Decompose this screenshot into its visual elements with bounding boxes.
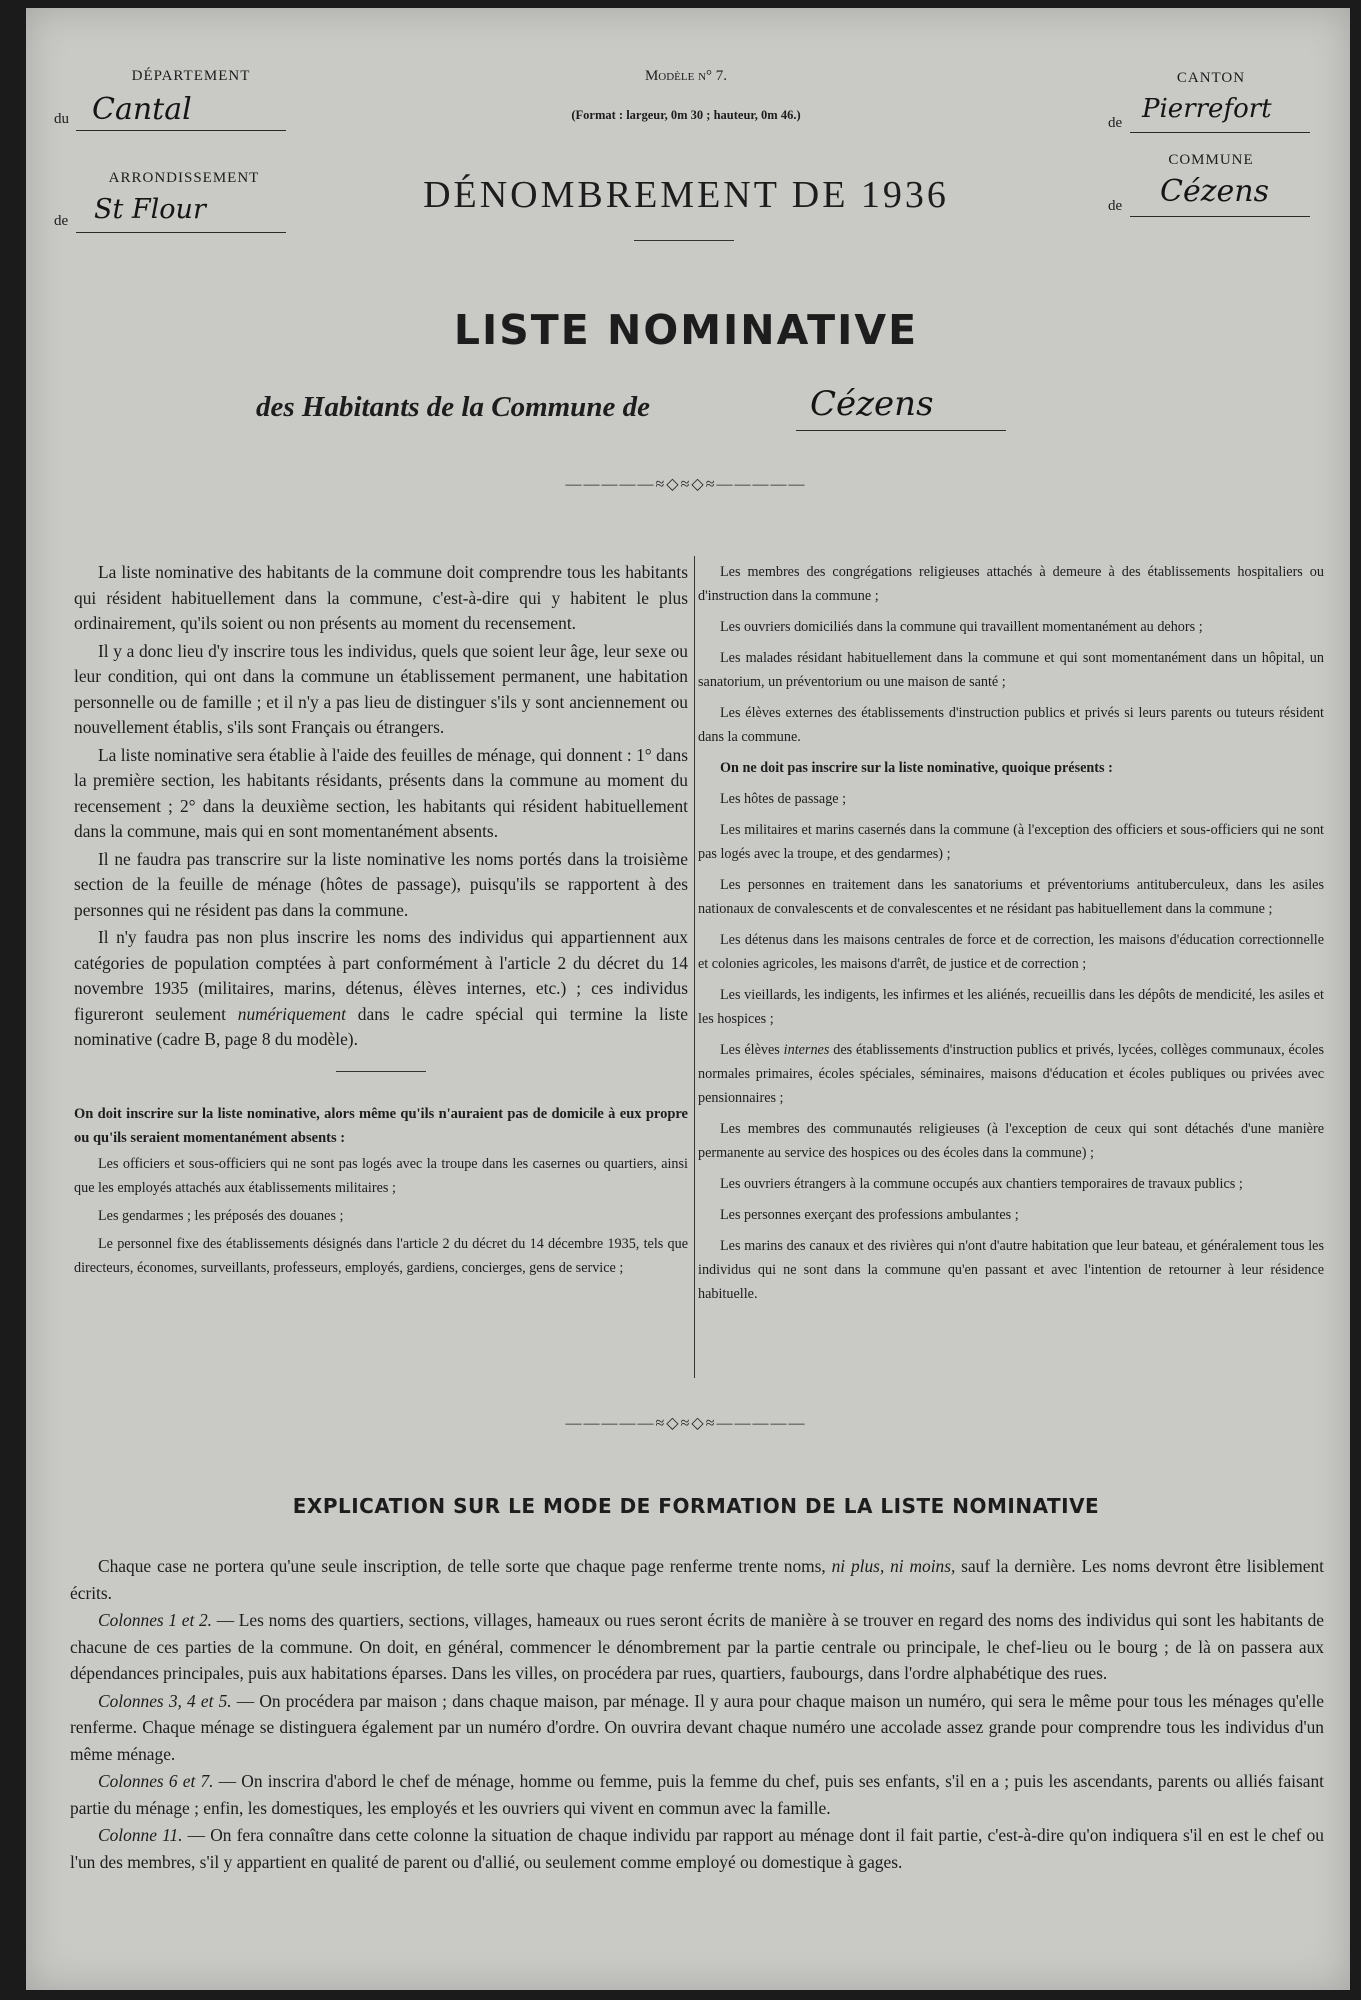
explication-5-text: — On fera connaître dans cette colonne la situation de chaque individu par rapport au ménage dont il fait partie, c'est-à-dire qu'on indiquera s'il en est le chef ou l'un des membres, s'il y appartient en qualité de parent ou d'allié, ou seulement comme employé ou domestique à gages. <box>70 1825 1324 1872</box>
title-rule <box>634 240 734 241</box>
habitants-line: des Habitants de la Commune de <box>256 391 650 423</box>
left-paragraph-5 <box>74 925 688 1053</box>
commune-label: COMMUNE <box>1168 152 1254 168</box>
commune-field <box>1130 174 1310 217</box>
right-bold-intro: On ne doit pas inscrire sur la liste nominative, quoique présents : <box>720 760 1113 776</box>
explication-1-emphasis: ni plus, ni moins, <box>831 1556 956 1576</box>
right-item-8: Les détenus dans les maisons centrales de force et de correction, les maisons d'éducation correctionnelle et colonies agricoles, les maisons d'arrêt, de justice et de correction ; <box>698 932 1324 972</box>
ornament-divider-2: —————≈◇≈◇≈————— <box>565 1415 807 1432</box>
commune-prefix: de <box>1108 198 1123 214</box>
left-column-rule <box>336 1071 426 1072</box>
right-item-3: Les malades résidant habituellement dans la commune et qui sont momentanément dans un hôpital, un sanatorium, un préventorium ou une maison de santé ; <box>698 650 1324 690</box>
left-paragraph-2: Il y a donc lieu d'y inscrire tous les individus, quels que soient leur âge, leur sexe ou leur condition, qui ont dans la commune un établissement permanent, une habitation personnelle ou de famille ; et il n'y a pas lieu de distinguer s'ils y sont anciennement ou nouvellement établis, s'ils sont Français ou étrangers. <box>74 640 688 737</box>
colonnes-3-4-5-label: Colonnes 3, 4 et 5. <box>98 1690 232 1711</box>
departement-prefix: du <box>54 111 69 127</box>
census-form-page <box>26 8 1350 1990</box>
arrondissement-field <box>76 194 286 233</box>
column-divider <box>694 556 695 1378</box>
arrondissement-prefix: de <box>54 213 69 229</box>
left-item-2: Les gendarmes ; les préposés des douanes ; <box>98 1207 344 1224</box>
colonne-11-label: Colonne 11. <box>98 1825 183 1845</box>
explication-paragraph-5 <box>70 1822 1324 1875</box>
left-paragraph-4: Il ne faudra pas transcrire sur la liste nominative les noms portés dans la troisième section de la feuille de ménage (hôtes de passage), puisqu'ils se rapportent à des personnes qui ne résident pas dans la commune. <box>74 848 688 920</box>
explication-paragraph-4 <box>70 1768 1324 1821</box>
commune-value: Cézens <box>1160 174 1269 209</box>
right-item-10b: des établissements d'instruction publics et privés, lycées, collèges communaux, écoles normales primaires, écoles spéciales, séminaires, maisons d'éducation et écoles publiques ou privées avec pensionnaires ; <box>698 1042 1324 1106</box>
arrondissement-label: ARRONDISSEMENT <box>108 170 260 186</box>
left-paragraph-3: La liste nominative sera établie à l'aide des feuilles de ménage, qui donnent : 1° dans la première section, les habitants résidants, présents dans la commune au moment du recensement ; 2° dans la deuxième section, les habitants qui résident habituellement dans la commune, mais qui en sont momentanément absents. <box>74 744 688 841</box>
habitants-commune-field <box>796 378 1006 431</box>
left-item-1: Les officiers et sous-officiers qui ne sont pas logés avec la troupe dans les casernes ou quartiers, ainsi que les employés attachés aux établissements militaires ; <box>74 1155 688 1196</box>
subtitle: LISTE NOMINATIVE <box>453 306 919 354</box>
page-title: DÉNOMBREMENT DE 1936 <box>423 174 949 216</box>
right-item-5: Les hôtes de passage ; <box>720 791 847 807</box>
explication-body <box>70 1553 1324 1876</box>
right-item-2: Les ouvriers domiciliés dans la commune qui travaillent momentanément au dehors ; <box>720 619 1203 635</box>
right-item-14: Les marins des canaux et des rivières qui n'ont d'autre habitation que leur bateau, et généralement tous les individus qui ne sont dans la commune qu'en passant et avec l'intention de retourner à leur résidence habituelle. <box>698 1238 1324 1302</box>
right-item-10-emphasis: internes <box>783 1042 830 1058</box>
right-item-4: Les élèves externes des établissements d'instruction publics et privés si leurs parents ou tuteurs résident dans la commune. <box>698 705 1324 745</box>
right-item-11: Les membres des communautés religieuses (à l'exception de ceux qui sont détachés d'une manière permanente au service des hospices ou des écoles dans la commune) ; <box>698 1121 1324 1161</box>
colonnes-6-7-label: Colonnes 6 et 7. <box>98 1771 214 1791</box>
explication-3-text: — On procédera par maison ; dans chaque maison, par ménage. Il y aura pour chaque maison un numéro, qui sera le même pour tous les ménages qu'elle renferme. Chaque ménage se distinguera également par un numéro d'ordre. On ouvrira devant chaque numéro une accolade assez grande pour comprendre tous les individus d'un même ménage. <box>70 1690 1325 1764</box>
right-column <box>698 560 1324 1313</box>
ornament-divider: —————≈◇≈◇≈————— <box>565 476 807 493</box>
format-label: (Format : largeur, 0m 30 ; hauteur, 0m 46.) <box>571 108 801 122</box>
explication-1a: Chaque case ne portera qu'une seule inscription, de telle sorte que chaque page renferme trente noms, <box>98 1556 832 1576</box>
arrondissement-value: St Flour <box>94 194 206 225</box>
explication-paragraph-2 <box>70 1607 1324 1687</box>
right-item-12: Les ouvriers étrangers à la commune occupés aux chantiers temporaires de travaux publics ; <box>720 1176 1243 1192</box>
explication-4-text: — On inscrira d'abord le chef de ménage, homme ou femme, puis la femme du chef, puis ses enfants, s'il en a ; puis les ascendants, parents ou alliés faisant partie du ménage ; enfin, les domestiques, les employés et les ouvriers qui vivent en commun avec la famille. <box>70 1771 1325 1818</box>
explication-paragraph-1 <box>70 1553 1324 1606</box>
departement-field <box>76 94 286 131</box>
habitants-commune-value: Cézens <box>810 384 934 424</box>
left-paragraph-5b: dans le cadre spécial qui termine la liste nominative (cadre B, page 8 du modèle). <box>74 1003 688 1049</box>
explication-title: EXPLICATION SUR LE MODE DE FORMATION DE LA LISTE NOMINATIVE <box>292 1494 1100 1518</box>
colonnes-1-2-label: Colonnes 1 et 2. <box>98 1610 213 1630</box>
explication-1b: sauf la dernière. Les noms devront être lisiblement écrits. <box>70 1556 1324 1603</box>
left-paragraph-5a: Il n'y faudra pas non plus inscrire les noms des individus qui appartiennent aux catégories de population comptées à part conformément à l'article 2 du décret du 14 novembre 1935 (militaires, marins, détenus, élèves internes, etc.) ; ces individus figureront seulement <box>74 927 688 1024</box>
explication-paragraph-3 <box>70 1688 1324 1768</box>
canton-field <box>1130 94 1310 133</box>
left-item-3: Le personnel fixe des établissements désignés dans l'article 2 du décret du 14 décembre 1935, tels que directeurs, économes, surveillants, professeurs, employés, gardiens, concierges, gens de service ; <box>74 1235 688 1276</box>
left-bold-intro: On doit inscrire sur la liste nominative, alors même qu'ils n'auraient pas de domicile à eux propre ou qu'ils seraient momentanément absents : <box>74 1105 688 1146</box>
explication-2-text: — Les noms des quartiers, sections, villages, hameaux ou rues seront écrits de manière à se trouver en regard des noms des individus qui sont les habitants de chacune de ces parties de la commune. On doit, en général, commencer le dénombrement par la partie centrale ou principale, le chef-lieu ou le bourg ; de là on passera aux dépendances principales, puis aux habitations éparses. Dans les villes, on procédera par rues, quartiers, faubourgs, dans l'ordre alphabétique des rues. <box>70 1610 1324 1683</box>
left-paragraph-1: La liste nominative des habitants de la commune doit comprendre tous les habitants qui résident habituellement dans la commune, c'est-à-dire qui y habitent le plus ordinairement, qu'ils soient ou non présents au moment du recensement. <box>74 562 688 633</box>
canton-value: Pierrefort <box>1142 94 1272 124</box>
right-item-10a: Les élèves <box>720 1042 784 1058</box>
left-paragraph-5-emphasis: numériquement <box>237 1003 346 1024</box>
right-item-13: Les personnes exerçant des professions ambulantes ; <box>720 1207 1019 1223</box>
modele-label: Modèle n° 7. <box>644 68 728 84</box>
right-item-9: Les vieillards, les indigents, les infirmes et les aliénés, recueillis dans les dépôts de mendicité, les asiles et les hospices ; <box>698 987 1324 1027</box>
right-item-6: Les militaires et marins casernés dans la commune (à l'exception des officiers et sous-officiers qui ne sont pas logés avec la troupe, et des gendarmes) ; <box>698 822 1324 862</box>
right-item-10 <box>698 1038 1324 1110</box>
right-item-7: Les personnes en traitement dans les sanatoriums et préventoriums antituberculeux, dans les asiles nationaux de convalescents et de convalescentes et ne résidant pas habituellement dans la commune ; <box>698 877 1324 917</box>
departement-value: Cantal <box>92 92 192 127</box>
right-item-1: Les membres des congrégations religieuses attachés à demeure à des établissements hospitaliers ou d'instruction dans la commune ; <box>698 564 1324 604</box>
left-column <box>74 560 688 1284</box>
canton-prefix: de <box>1108 115 1123 131</box>
departement-label: DÉPARTEMENT <box>131 68 251 84</box>
canton-label: CANTON <box>1176 70 1246 86</box>
